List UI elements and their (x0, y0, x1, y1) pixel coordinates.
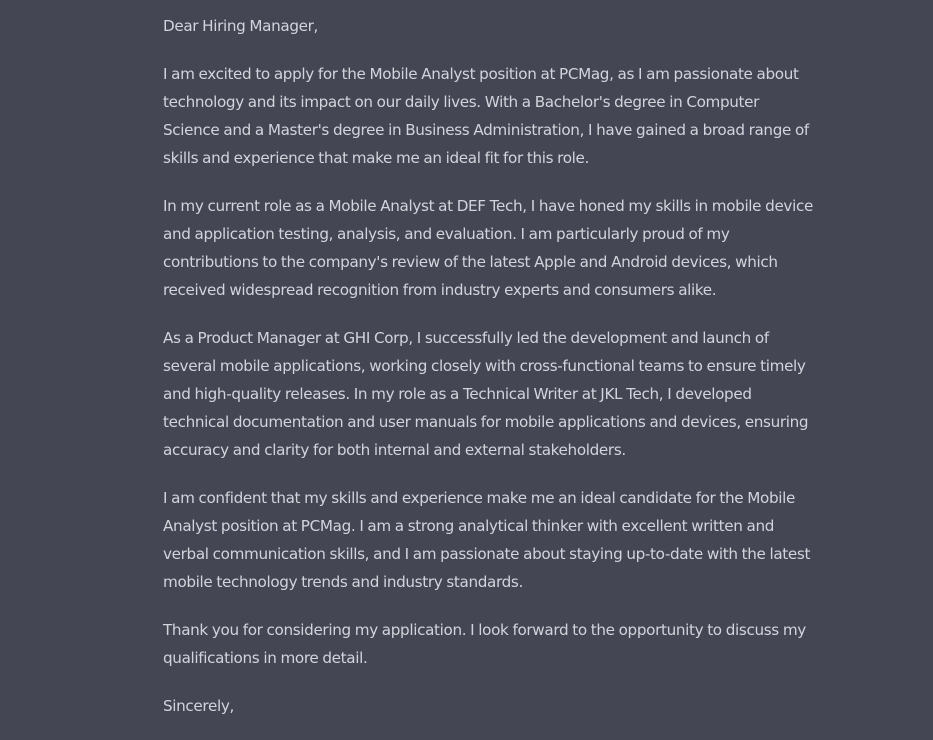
letter-closing: Sincerely, (163, 697, 234, 715)
letter-paragraph-previous-roles: As a Product Manager at GHI Corp, I successfully led the development and launch of several mobile applications, working closely with cross-functional teams to ensure timely and high-quality releases. In my role as a Technical Writer at JKL Tech, I developed technical documentation and user manuals for mobile applications and devices, ensuring accuracy and clarity for both internal and external stakeholders. (163, 329, 809, 459)
letter-paragraph-current-role: In my current role as a Mobile Analyst at DEF Tech, I have honed my skills in mobile device and application testing, analysis, and evaluation. I am particularly proud of my contributions to the company's review of the latest Apple and Android devices, which received widespread recognition from industry experts and consumers alike. (163, 197, 813, 299)
letter-salutation: Dear Hiring Manager, (163, 17, 319, 35)
letter-paragraph-intro: I am excited to apply for the Mobile Analyst position at PCMag, as I am passionate about technology and its impact on our daily lives. With a Bachelor's degree in Computer Science and a Master's degree in Business Administration, I have gained a broad range of skills and experience that make me an ideal fit for this role. (163, 65, 809, 167)
letter-paragraph-thanks: Thank you for considering my application. I look forward to the opportunity to discuss my qualifications in more detail. (163, 621, 806, 667)
assistant-message (163, 12, 819, 740)
letter-paragraph-qualifications: I am confident that my skills and experience make me an ideal candidate for the Mobile Analyst position at PCMag. I am a strong analytical thinker with excellent written and verbal communication skills, and I am passionate about staying up-to-date with the latest mobile technology trends and industry standards. (163, 489, 811, 591)
